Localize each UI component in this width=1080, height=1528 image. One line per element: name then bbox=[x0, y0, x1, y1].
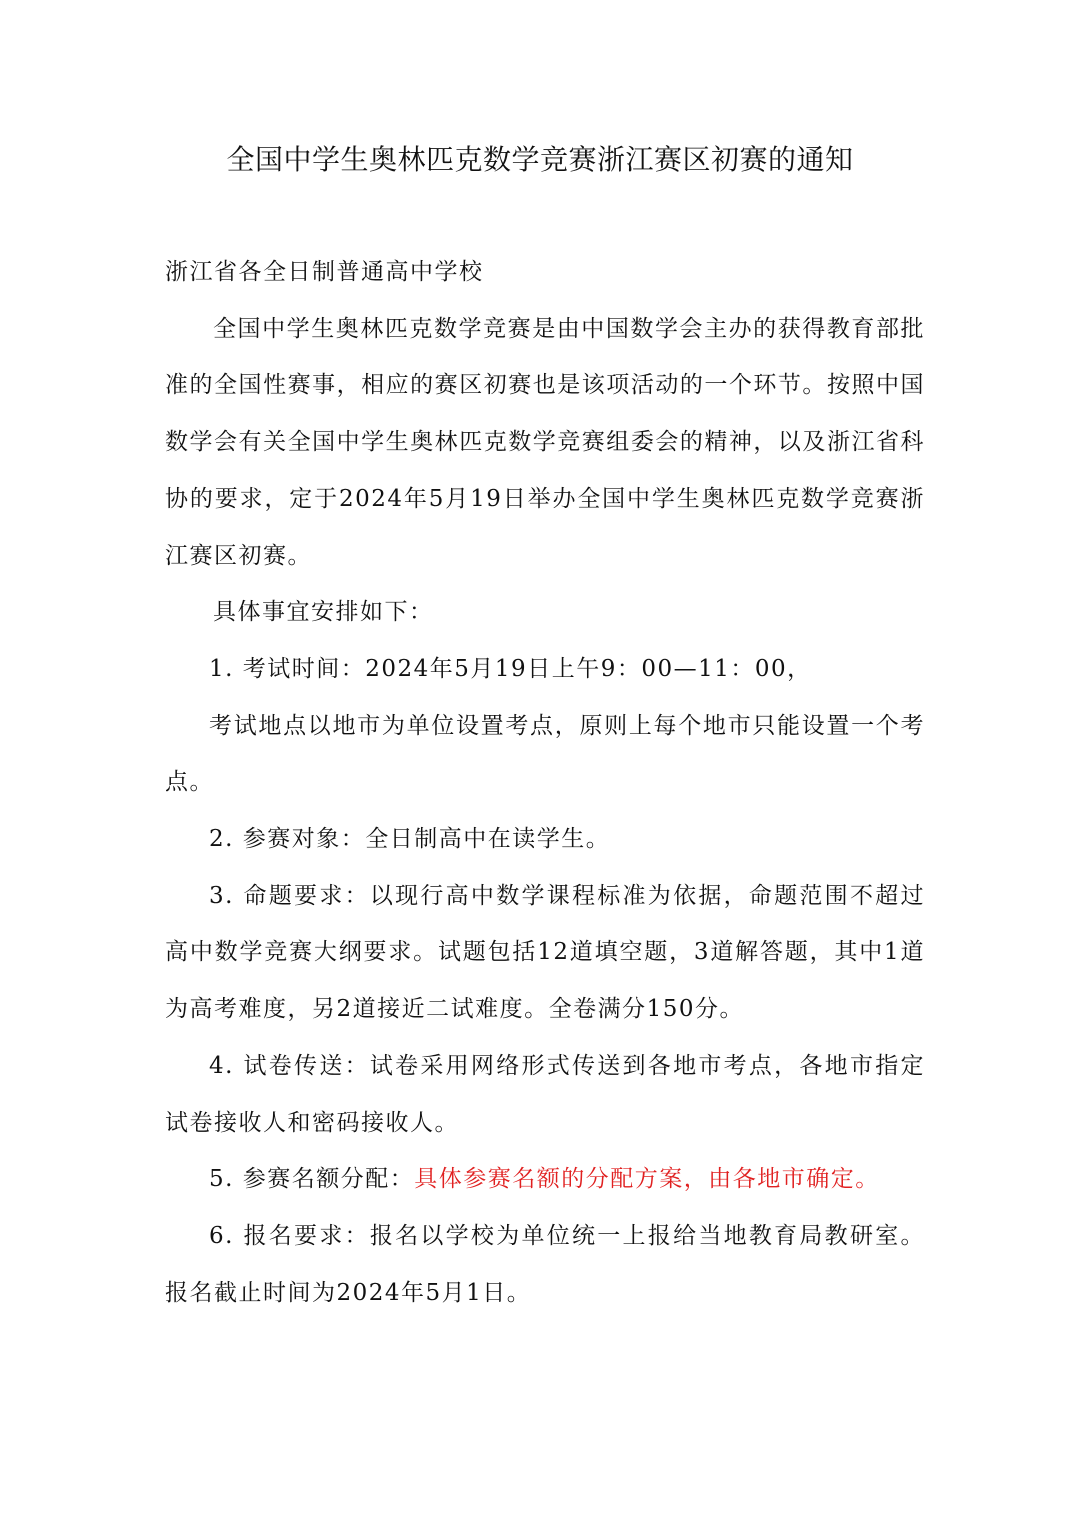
quota-highlight: 具体参赛名额的分配方案，由各地市确定。 bbox=[414, 1166, 880, 1193]
item-paper-delivery: 4. 试卷传送：试卷采用网络形式传送到各地市考点，各地市指定试卷接收人和密码接收人。 bbox=[165, 1052, 925, 1136]
item-exam-location: 考试地点以地市为单位设置考点，原则上每个地市只能设置一个考点。 bbox=[165, 712, 925, 796]
item-exam-time: 1. 考试时间：2024年5月19日上午9：00—11：00， bbox=[209, 655, 812, 682]
arrangement-heading: 具体事宜安排如下： bbox=[213, 599, 434, 626]
item-participants: 2. 参赛对象：全日制高中在读学生。 bbox=[209, 826, 611, 853]
page-title: 全国中学生奥林匹克数学竞赛浙江赛区初赛的通知 bbox=[226, 143, 854, 176]
intro-paragraph: 全国中学生奥林匹克数学竞赛是由中国数学会主办的获得教育部批准的全国性赛事，相应的赛区初赛也是该项活动的一个环节。按照中国数学会有关全国中学生奥林匹克数学竞赛组委会的精神，以及浙江省科协的要求，定于2024年5月19日举办全国中学生奥林匹克数学竞赛浙江赛区初赛。 bbox=[165, 315, 925, 569]
quota-label: 5. 参赛名额分配： bbox=[209, 1166, 415, 1193]
item-quota-allocation bbox=[165, 1151, 925, 1208]
item-question-requirements: 3. 命题要求：以现行高中数学课程标准为依据，命题范围不超过高中数学竞赛大纲要求。试题包括12道填空题，3道解答题，其中1道为高考难度，另2道接近二试难度。全卷满分150分。 bbox=[165, 882, 925, 1023]
salutation: 浙江省各全日制普通高中学校 bbox=[165, 259, 484, 285]
item-registration: 6. 报名要求：报名以学校为单位统一上报给当地教育局教研室。报名截止时间为2024年5月1日。 bbox=[165, 1222, 925, 1306]
notice-body bbox=[165, 244, 925, 1321]
